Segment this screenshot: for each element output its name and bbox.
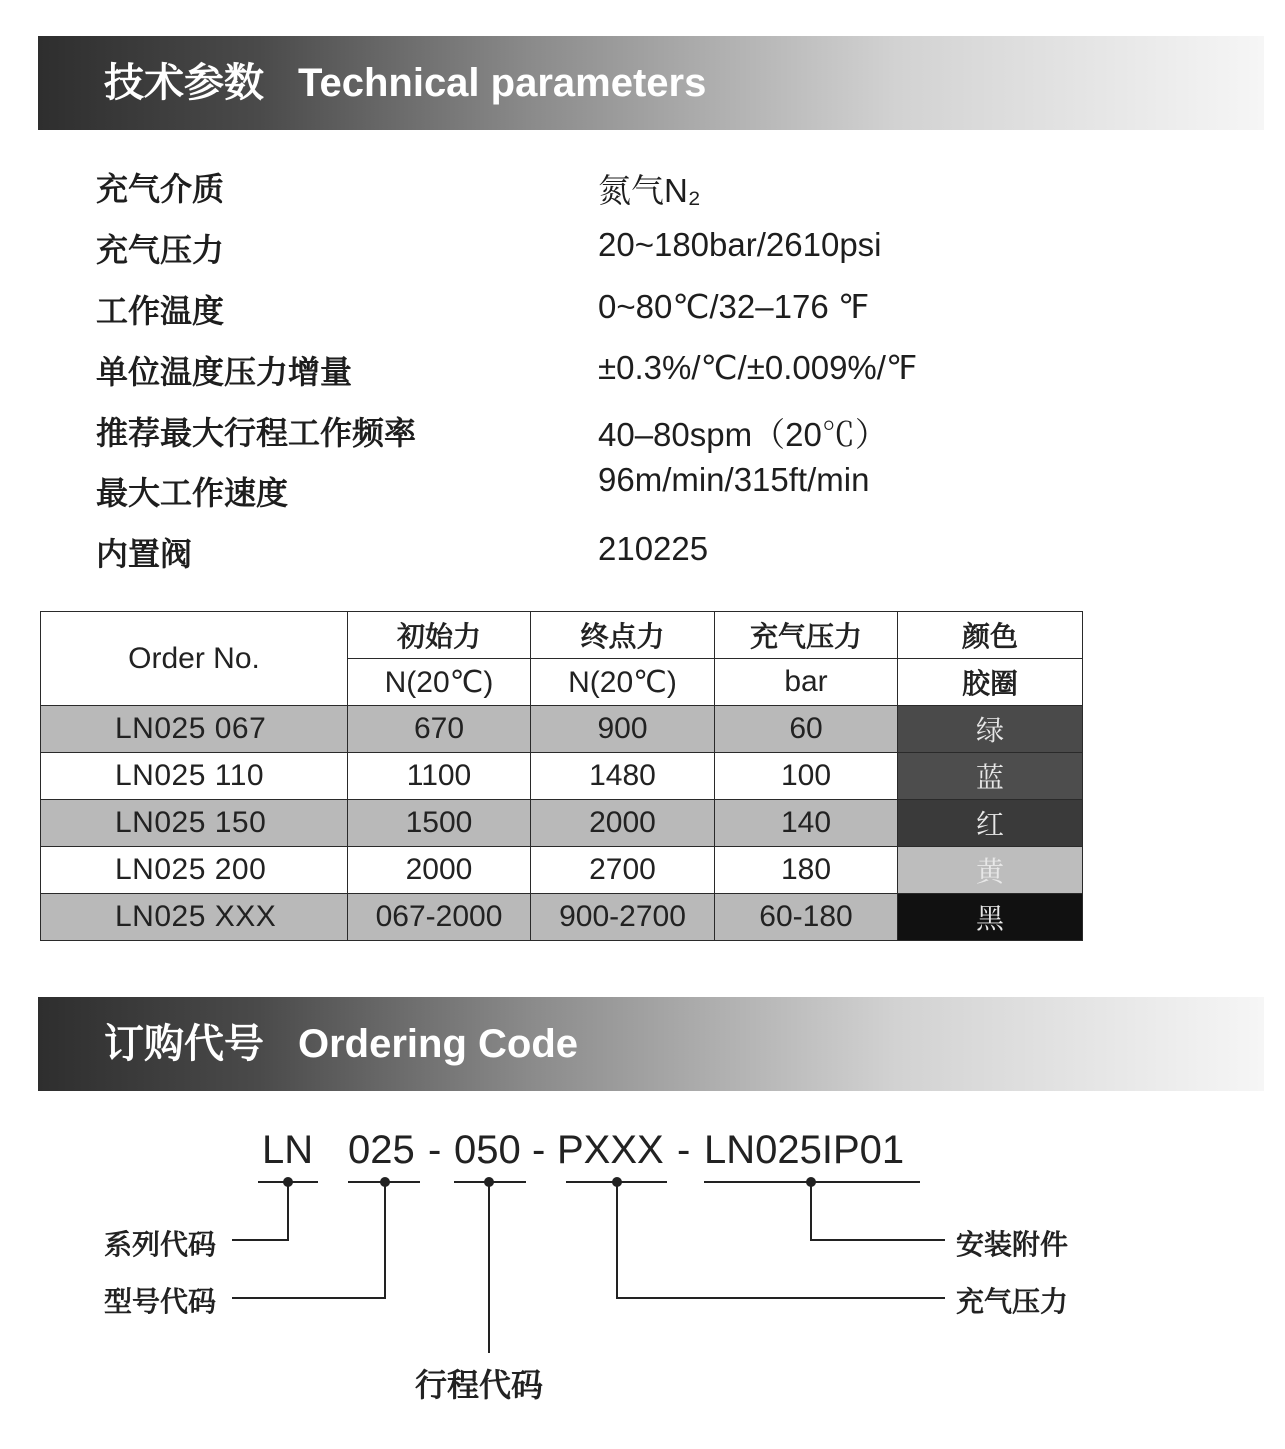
cell-color: 黄	[898, 847, 1083, 894]
label-series-code: 系列代码	[104, 1228, 217, 1261]
cell-color: 红	[898, 800, 1083, 847]
code-part-stroke: 050	[454, 1128, 521, 1172]
param-label: 充气压力	[96, 231, 225, 269]
code-separator: -	[428, 1128, 442, 1172]
header-unit-end: N(20℃)	[531, 659, 715, 706]
header-order-no: Order No.	[41, 612, 348, 706]
code-part-pressure: PXXX	[557, 1128, 664, 1172]
code-separator: -	[677, 1128, 691, 1172]
header-unit-pressure: bar	[715, 659, 898, 706]
param-value: 210225	[598, 530, 709, 567]
cell-order: LN025 067	[41, 706, 348, 753]
code-part-accessory: LN025IP01	[704, 1128, 905, 1172]
header-color: 颜色	[898, 612, 1083, 659]
label-accessory: 安装附件	[956, 1228, 1069, 1261]
param-label: 充气介质	[96, 170, 225, 208]
code-part-series: LN	[262, 1128, 314, 1172]
label-stroke-code: 行程代码	[415, 1366, 544, 1404]
label-model-code: 型号代码	[104, 1285, 217, 1318]
cell-end: 900-2700	[531, 894, 715, 941]
param-label: 工作温度	[96, 292, 225, 330]
param-value: 氮气N₂	[598, 172, 701, 209]
param-value: 96m/min/315ft/min	[598, 461, 870, 498]
cell-end: 2700	[531, 847, 715, 894]
cell-pressure: 60	[715, 706, 898, 753]
cell-pressure: 60-180	[715, 894, 898, 941]
section-title-en: Technical parameters	[298, 61, 707, 105]
cell-initial: 067-2000	[348, 894, 531, 941]
label-pressure: 充气压力	[956, 1285, 1069, 1318]
cell-initial: 670	[348, 706, 531, 753]
code-part-model: 025	[348, 1128, 415, 1172]
header-pressure: 充气压力	[715, 612, 898, 659]
header-end-force: 终点力	[531, 612, 715, 659]
cell-end: 1480	[531, 753, 715, 800]
param-value: 40–80spm（20℃）	[598, 416, 888, 453]
cell-color: 蓝	[898, 753, 1083, 800]
cell-end: 2000	[531, 800, 715, 847]
param-label: 最大工作速度	[96, 474, 289, 512]
section-title-en: Ordering Code	[298, 1022, 579, 1066]
header-unit-initial: N(20℃)	[348, 659, 531, 706]
code-separator: -	[532, 1128, 546, 1172]
param-value: ±0.3%/℃/±0.009%/℉	[598, 349, 918, 386]
cell-initial: 1100	[348, 753, 531, 800]
param-label: 内置阀	[96, 535, 193, 573]
cell-color: 绿	[898, 706, 1083, 753]
header-oring: 胶圈	[898, 659, 1083, 706]
section-title-zh: 技术参数	[104, 60, 264, 106]
cell-order: LN025 XXX	[41, 894, 348, 941]
cell-initial: 2000	[348, 847, 531, 894]
cell-color: 黑	[898, 894, 1083, 941]
section-title-zh: 订购代号	[104, 1021, 264, 1067]
cell-pressure: 180	[715, 847, 898, 894]
header-initial-force: 初始力	[348, 612, 531, 659]
cell-order: LN025 200	[41, 847, 348, 894]
cell-end: 900	[531, 706, 715, 753]
cell-order: LN025 110	[41, 753, 348, 800]
cell-pressure: 100	[715, 753, 898, 800]
param-value: 0~80℃/32–176 ℉	[598, 288, 870, 325]
param-label: 推荐最大行程工作频率	[96, 414, 417, 452]
param-value: 20~180bar/2610psi	[598, 226, 882, 263]
cell-initial: 1500	[348, 800, 531, 847]
cell-pressure: 140	[715, 800, 898, 847]
param-label: 单位温度压力增量	[96, 353, 353, 391]
cell-order: LN025 150	[41, 800, 348, 847]
